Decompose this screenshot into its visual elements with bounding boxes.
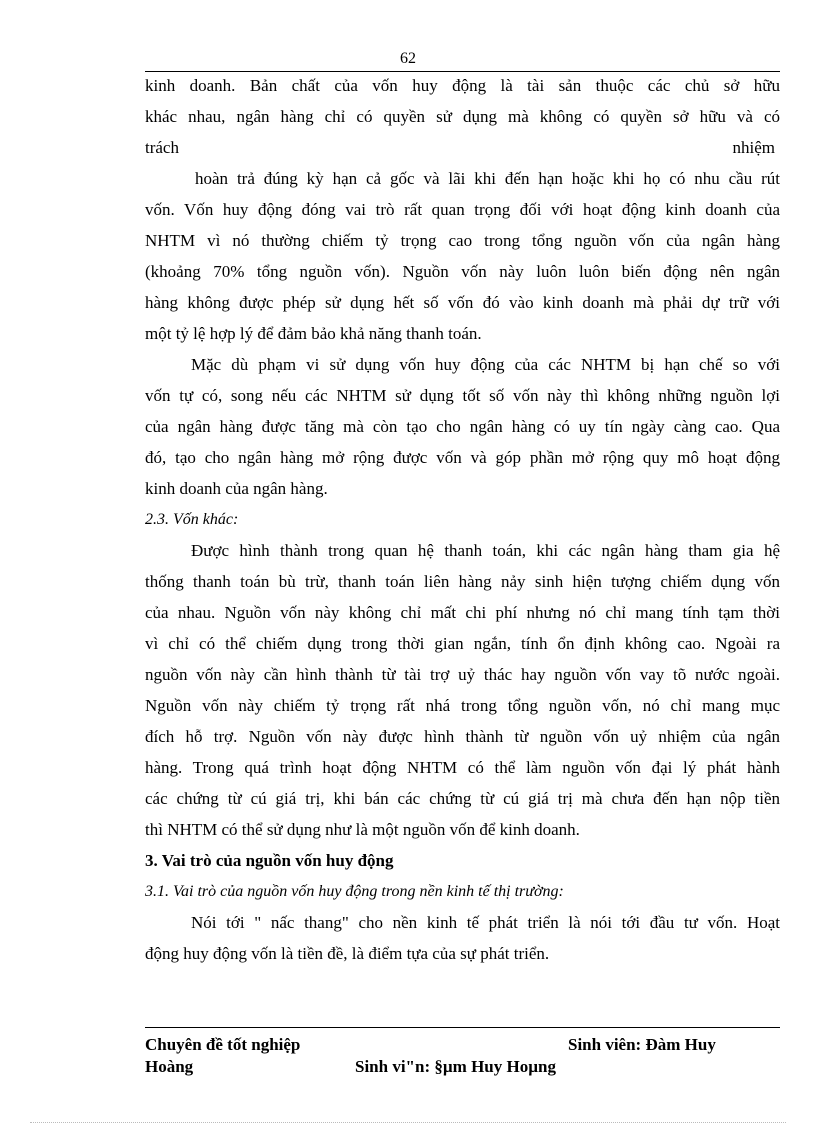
text-line: Nguồn vốn này chiếm tỷ trọng rất nhá trong tổng nguồn vốn, nó chỉ mang mục [145,696,780,715]
text-fragment: nhiệm [732,138,775,157]
text-line: đó, tạo cho ngân hàng mở rộng được vốn và góp phần mở rộng quy mô hoạt động [145,448,780,467]
text-line: kinh doanh của ngân hàng. [145,479,328,498]
text-fragment: trách [145,138,179,157]
footer-title: Chuyên đề tốt nghiệp [145,1035,301,1054]
text-line: đích hỗ trợ. Nguồn vốn này được hình thành từ nguồn vốn uỷ nhiệm của ngân [145,727,780,746]
text-line: kinh doanh. Bản chất của vốn huy động là tài sản thuộc các chủ sở hữu [145,76,780,95]
text-line: vốn tự có, song nếu các NHTM sử dụng tốt số vốn này thì không những nguồn lợi [145,386,780,405]
footer-student-garbled: Sinh vi"n: §µm Huy Hoµng [355,1057,556,1076]
text-line: hàng. Trong quá trình hoạt động NHTM có thể làm nguồn vốn đại lý phát hành [145,758,780,777]
document-body [145,70,780,969]
text-line: động huy động vốn là tiền đề, là điểm tựa của sự phát triển. [145,944,550,963]
footer-student: Sinh viên: Đàm Huy [568,1035,716,1054]
text-line: thống thanh toán bù trừ, thanh toán liên hàng nảy sinh hiện tượng chiếm dụng vốn [145,572,780,591]
text-line: vốn. Vốn huy động đóng vai trò rất quan trọng đối với hoạt động kinh doanh của [145,200,780,219]
text-line: Được hình thành trong quan hệ thanh toán, khi các ngân hàng tham gia hệ [191,541,780,560]
page-number: 62 [400,50,416,67]
text-line: của ngân hàng được tăng mà còn tạo cho ngân hàng có uy tín ngày càng cao. Qua [145,417,780,436]
text-line: các chứng từ cú giá trị, khi bán các chứng từ cú giá trị mà chưa đến hạn nộp tiền [145,789,780,808]
section-heading-3: 3. Vai trò của nguồn vốn huy động [145,851,394,870]
text-line: của nhau. Nguồn vốn này không chỉ mất chi phí nhưng nó chỉ mang tính tạm thời [145,603,780,622]
text-line: hoàn trả đúng kỳ hạn cả gốc và lãi khi đến hạn hoặc khi họ có nhu cầu rút [195,169,780,188]
footer-rule [145,1027,780,1028]
text-line: NHTM vì nó thường chiếm tỷ trọng cao trong tổng nguồn vốn của ngân hàng [145,231,780,250]
text-line: Mặc dù phạm vi sử dụng vốn huy động của các NHTM bị hạn chế so với [191,355,780,374]
text-line: nguồn vốn này cần hình thành từ tài trợ uỷ thác hay nguồn vốn vay tõ nước ngoài. [145,665,780,684]
section-heading-3-1: 3.1. Vai trò của nguồn vốn huy động trong nền kinh tế thị trường: [145,883,564,900]
text-line-split [145,132,780,163]
footer-student-surname: Hoàng [145,1057,194,1076]
text-line: một tỷ lệ hợp lý để đảm bảo khả năng thanh toán. [145,324,482,343]
text-line: thì NHTM có thể sử dụng như là một nguồn vốn để kinh doanh. [145,820,580,839]
text-line: (khoảng 70% tổng nguồn vốn). Nguồn vốn này luôn luôn biến động nên ngân [145,262,780,281]
text-line: vì chỉ có thể chiếm dụng trong thời gian ngắn, tính ổn định không cao. Ngoài ra [145,634,780,653]
section-heading-2-3: 2.3. Vốn khác: [145,511,239,528]
text-line: khác nhau, ngân hàng chỉ có quyền sử dụng mà không có quyền sở hữu và có [145,107,780,126]
text-line: Nói tới " nấc thang" cho nền kinh tế phát triển là nói tới đầu tư vốn. Hoạt [191,913,780,932]
text-line: hàng không được phép sử dụng hết số vốn đó vào kinh doanh mà phải dự trữ với [145,293,780,312]
